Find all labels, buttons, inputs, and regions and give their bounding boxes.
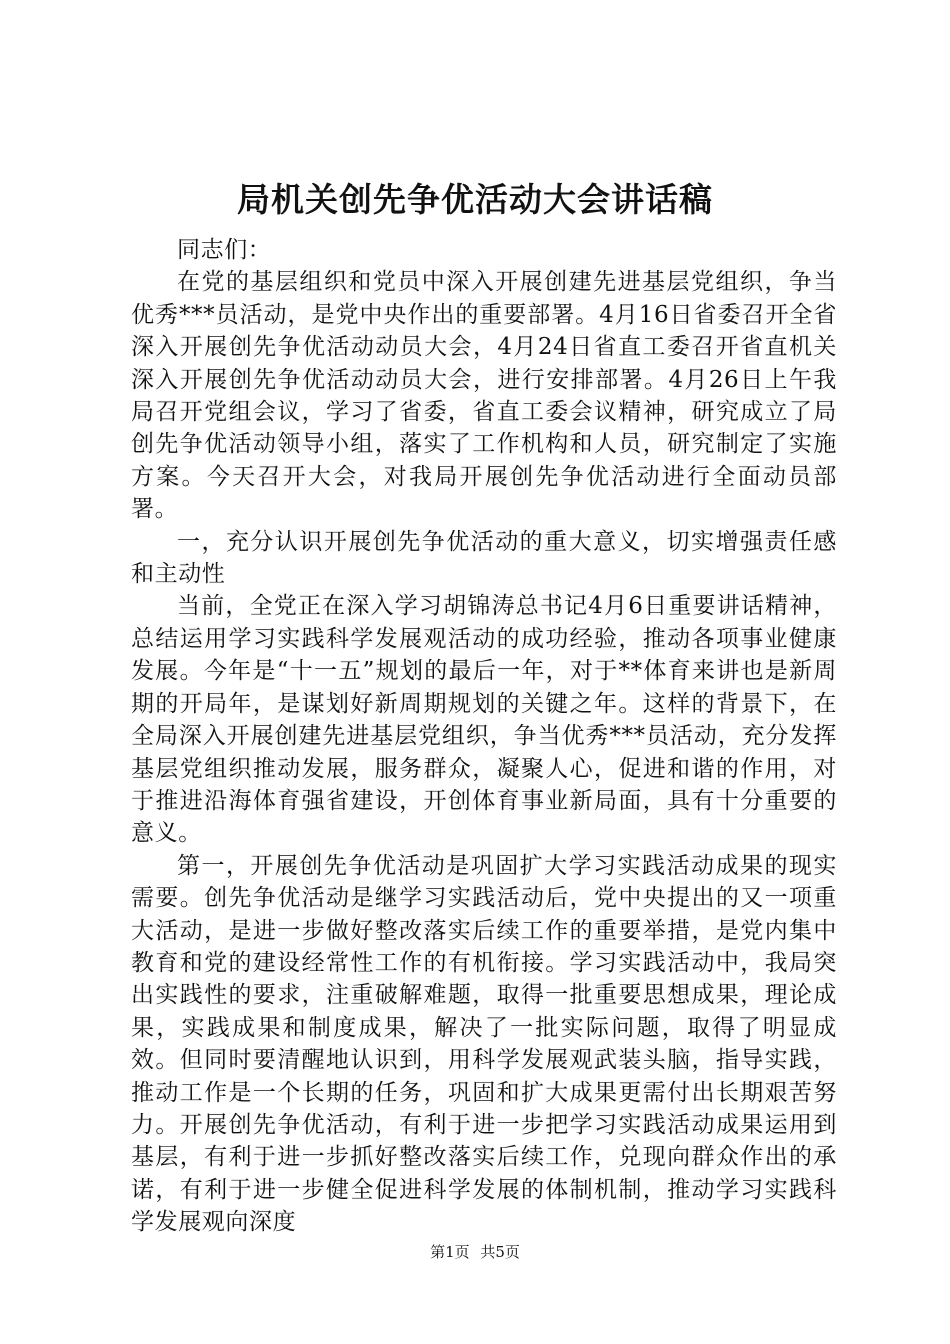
context-paragraph: 当前，全党正在深入学习胡锦涛总书记4月6日重要讲话精神，总结运用学习实践科学发展观活动的成功经验，推动各项事业健康发展。今年是“十一五”规划的最后一年，对于**体育来讲也是新周期的开局年，是谋划好新周期规划的关键之年。这样的背景下，在全局深入开展创建先进基层党组织，争当优秀***员活动，充分发挥基层党组织推动发展，服务群众，凝聚人心，促进和谐的作用，对于推进沿海体育强省建设，开创体育事业新局面，具有十分重要的意义。: [131, 593, 837, 847]
document-title: 局机关创先争优活动大会讲话稿: [237, 180, 713, 219]
section-heading-1: 一，充分认识开展创先争优活动的重大意义，切实增强责任感和主动性: [131, 528, 837, 588]
intro-paragraph: 在党的基层组织和党员中深入开展创建先进基层党组织，争当优秀***员活动，是党中央作出的重要部署。4月16日省委召开全省深入开展创先争优活动动员大会，4月24日省直工委召开省直机关深入开展创先争优活动动员大会，进行安排部署。4月26日上午我局召开党组会议，学习了省委，省直工委会议精神，研究成立了局创先争优活动领导小组，落实了工作机构和人员，研究制定了实施方案。今天召开大会，对我局开展创先争优活动进行全面动员部署。: [131, 269, 837, 523]
point-one-paragraph: 第一，开展创先争优活动是巩固扩大学习实践活动成果的现实需要。创先争优活动是继学习实践活动后，党中央提出的又一项重大活动，是进一步做好整改落实后续工作的重要举措，是党内集中教育和党的建设经常性工作的有机衔接。学习实践活动中，我局突出实践性的要求，注重破解难题，取得一批重要思想成果，理论成果，实践成果和制度成果，解决了一批实际问题，取得了明显成效。但同时要清醒地认识到，用科学发展观武装头脑，指导实践，推动工作是一个长期的任务，巩固和扩大成果更需付出长期艰苦努力。开展创先争优活动，有利于进一步把学习实践活动成果运用到基层，有利于进一步抓好整改落实后续工作，兑现向群众作出的承诺，有利于进一步健全促进科学发展的体制机制，推动学习实践科学发展观向深度: [131, 852, 837, 1236]
page-footer: [0, 1242, 950, 1262]
salutation-paragraph: 同志们：: [177, 237, 272, 263]
page-total: 共5页: [480, 1243, 520, 1261]
document-body: [131, 234, 837, 1239]
page-number: 第1页: [430, 1243, 470, 1261]
